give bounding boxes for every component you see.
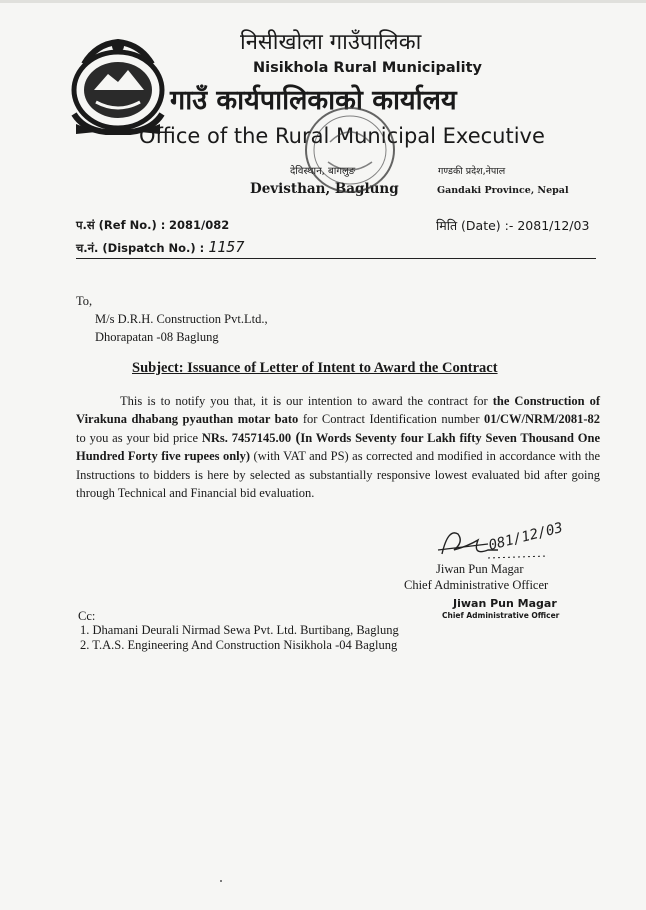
signature-date: 081/12/03 [487,520,565,554]
reference-value: 2081/082 [169,218,230,232]
municipality-name-nepali: निसीखोला गाउँपालिका [240,30,422,55]
date-label: मिति (Date) :- [436,218,514,233]
body-project: the Construction of Virakuna dhabang pyauthan motar bato [76,394,600,427]
location-english: Devisthan, Baglung [250,181,399,197]
body-closing: (with VAT and PS) as corrected and modified in accordance with the Instructions to bidders is here by selected as substantially responsive lowest evaluated bid after going through Technical and Financial bid evaluation. [76,449,600,501]
letter-date [436,217,589,234]
header-divider [76,258,596,259]
reference-label: प.सं (Ref No.) : [76,218,166,232]
body-paren: ( [291,429,301,446]
dispatch-value: 1157 [208,238,245,256]
letter-subject: Subject: Issuance of Letter of Intent to Award the Contract [132,360,498,376]
cc-item: 1. Dhamani Deurali Nirmad Sewa Pvt. Ltd. Burtibang, Baglung [80,623,399,637]
title-stamp: Chief Administrative Officer [442,611,560,620]
body-price: NRs. 7457145.00 [201,430,292,445]
name-stamp: Jiwan Pun Magar [453,597,557,610]
reference-number [76,218,229,233]
recipient-address: Dhorapatan -08 Baglung [95,330,219,344]
signatory-title: Chief Administrative Officer [404,578,549,592]
office-name-english: Office of the Rural Municipal Executive [139,124,545,148]
cc-label: Cc: [78,609,96,623]
nepal-emblem-icon [66,34,170,138]
body-price-text: to you as your bid price [76,430,202,445]
office-name-nepali: गाउँ कार्यपालिकाको कार्यालय [170,85,457,116]
province-english: Gandaki Province, Nepal [437,185,569,196]
dispatch-label: च.नं. (Dispatch No.) : [76,241,205,255]
paper-speck [220,880,222,882]
location-nepali: देविस्थान, बागलुङ [290,166,356,177]
body-contract-id: 01/CW/NRM/2081-82 [484,412,601,427]
office-stamp-icon [300,102,400,198]
date-value: 2081/12/03 [517,218,590,233]
page-top-edge [0,0,646,3]
letter-body [76,392,600,502]
province-nepali: गण्डकी प्रदेश,नेपाल [438,166,506,177]
dispatch-number [76,238,244,256]
body-contract-text: for Contract Identification number [298,412,485,427]
salutation-to: To, [76,294,93,308]
handwritten-signature-icon [428,520,568,562]
municipality-name-english: Nisikhola Rural Municipality [253,60,482,76]
body-intro: This is to notify you that, it is our intention to award the contract for [120,394,493,408]
body-amount-words: In Words Seventy four Lakh fifty Seven Thousand One Hundred Forty five rupees only) [76,430,600,464]
signatory-name: Jiwan Pun Magar [436,562,524,576]
recipient-name: M/s D.R.H. Construction Pvt.Ltd., [95,312,268,326]
cc-item: 2. T.A.S. Engineering And Construction Nisikhola -04 Baglung [80,638,398,652]
